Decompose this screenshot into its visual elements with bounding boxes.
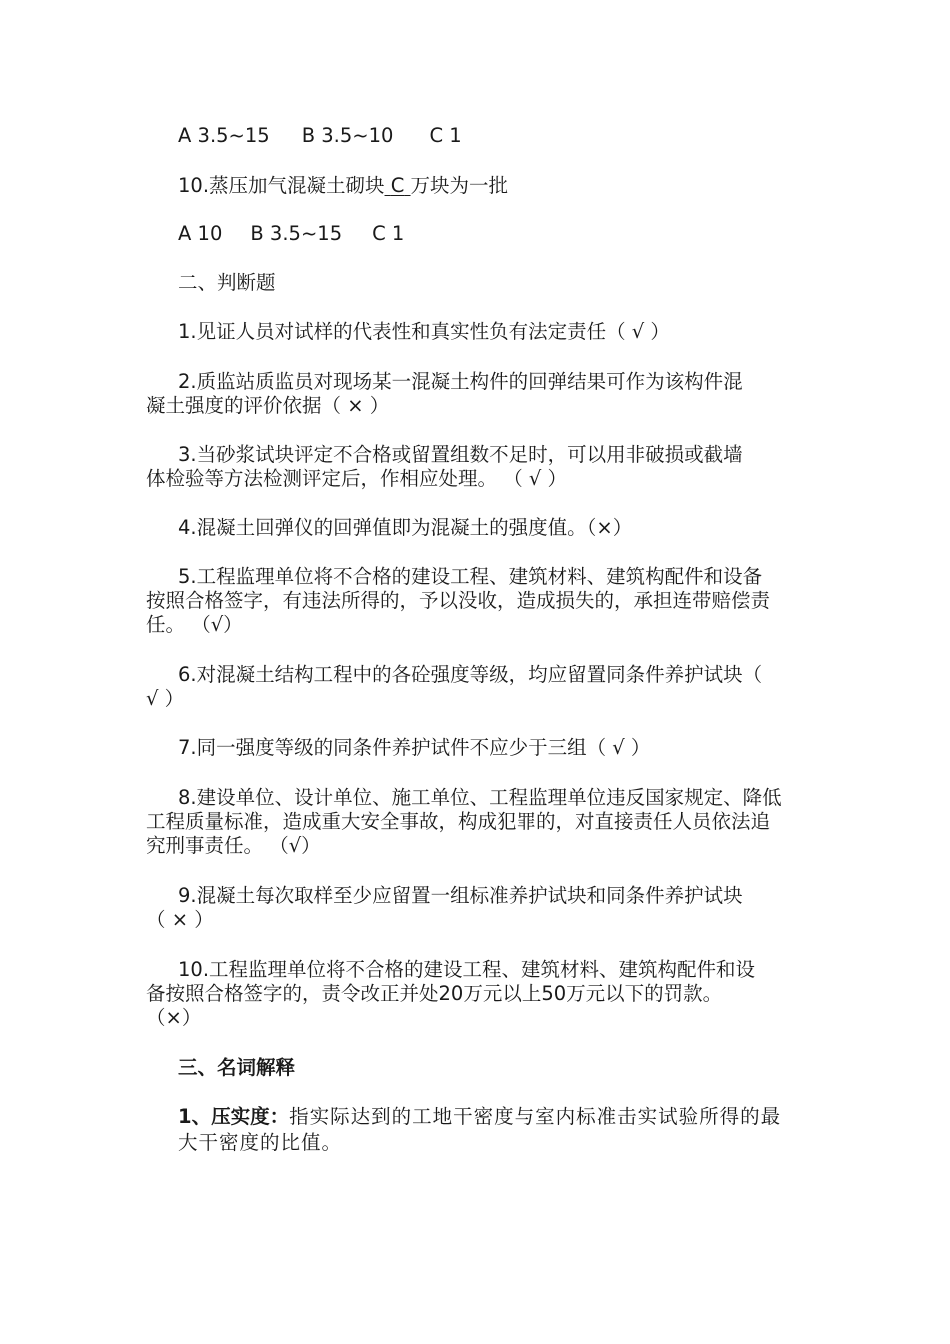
question-10-suffix: 万块为一批 xyxy=(410,174,509,197)
term-label: 1、压实度： xyxy=(178,1105,290,1128)
option-b: B 3.5~10 xyxy=(301,124,394,147)
judgment-item-5-line-3: 任。 （√） xyxy=(146,613,243,636)
options-row-q10 xyxy=(178,222,404,246)
judgment-item-3-line-2: 体检验等方法检测评定后，作相应处理。 （ √ ） xyxy=(146,467,568,490)
section-title-judgment: 二、判断题 xyxy=(178,271,276,294)
judgment-item-10-line-1: 10.工程监理单位将不合格的建设工程、建筑材料、建筑构配件和设 xyxy=(178,958,756,981)
term-definition-text: 指实际达到的工地干密度与室内标准击实试验所得的最 xyxy=(289,1105,782,1128)
judgment-item-6-line-2: √ ） xyxy=(146,687,185,710)
judgment-item-2-line-2: 凝土强度的评价依据（ × ） xyxy=(146,394,390,417)
section-title-terms: 三、名词解释 xyxy=(178,1056,296,1079)
judgment-item-9-line-1: 9.混凝土每次取样至少应留置一组标准养护试块和同条件养护试块 xyxy=(178,884,743,907)
judgment-item-10-line-3: （×） xyxy=(146,1006,202,1029)
judgment-item-5-line-2: 按照合格签字，有违法所得的，予以没收，造成损失的，承担连带赔偿责 xyxy=(146,589,771,612)
option-a: A 10 xyxy=(178,222,223,245)
option-b: B 3.5~15 xyxy=(250,222,343,245)
term-definition-1-line-2: 大干密度的比值。 xyxy=(178,1131,343,1154)
judgment-item-1: 1.见证人员对试样的代表性和真实性负有法定责任（ √ ） xyxy=(178,320,670,343)
judgment-item-8-line-2: 工程质量标准，造成重大安全事故，构成犯罪的，对直接责任人员依法追 xyxy=(146,810,771,833)
judgment-item-4: 4.混凝土回弹仪的回弹值即为混凝土的强度值。（×） xyxy=(178,516,633,539)
option-c: C 1 xyxy=(372,222,405,245)
question-10 xyxy=(178,174,508,198)
judgment-item-6-line-1: 6.对混凝土结构工程中的各砼强度等级，均应留置同条件养护试块（ xyxy=(178,663,763,686)
options-row-q9 xyxy=(178,124,462,148)
judgment-item-8-line-1: 8.建设单位、设计单位、施工单位、工程监理单位违反国家规定、降低 xyxy=(178,786,782,809)
judgment-item-3-line-1: 3.当砂浆试块评定不合格或留置组数不足时，可以用非破损或截墙 xyxy=(178,443,743,466)
question-10-prefix: 10.蒸压加气混凝土砌块 xyxy=(178,174,385,197)
judgment-item-9-line-2: （ × ） xyxy=(146,908,214,931)
judgment-item-10-line-2: 备按照合格签字的，责令改正并处20万元以上50万元以下的罚款。 xyxy=(146,982,723,1005)
option-a: A 3.5~15 xyxy=(178,124,270,147)
judgment-item-7: 7.同一强度等级的同条件养护试件不应少于三组（ √ ） xyxy=(178,736,651,759)
question-10-answer: C xyxy=(390,174,405,197)
option-c: C 1 xyxy=(429,124,462,147)
judgment-item-8-line-3: 究刑事责任。 （√） xyxy=(146,834,321,857)
term-definition-1-line-1 xyxy=(178,1105,781,1129)
judgment-item-2-line-1: 2.质监站质监员对现场某一混凝土构件的回弹结果可作为该构件混 xyxy=(178,370,743,393)
judgment-item-5-line-1: 5.工程监理单位将不合格的建设工程、建筑材料、建筑构配件和设备 xyxy=(178,565,763,588)
